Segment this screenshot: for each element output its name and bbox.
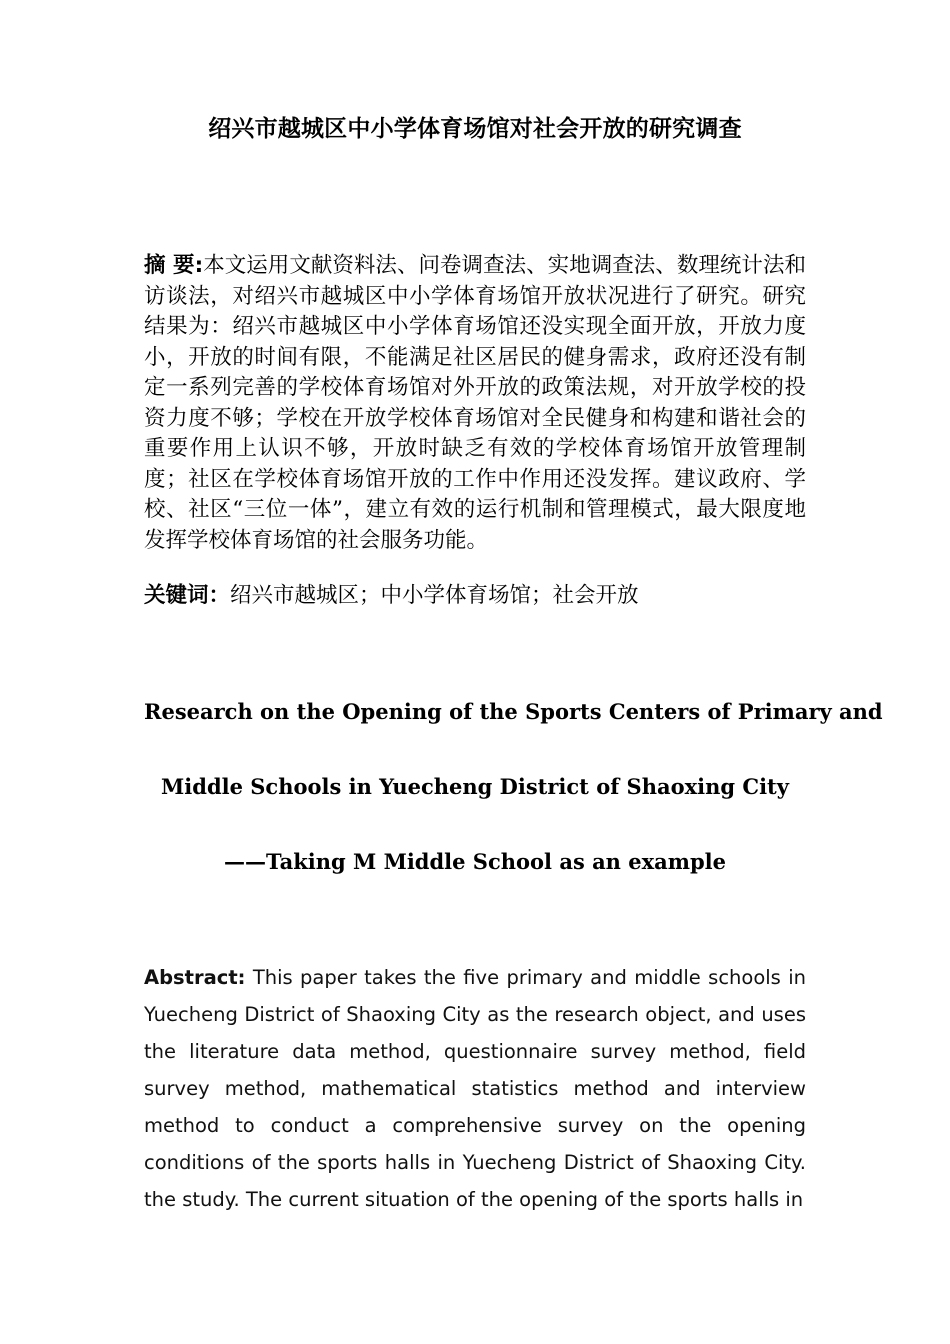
- english-title-line-1: Research on the Opening of the Sports Centers of Primary and: [144, 698, 883, 724]
- chinese-title: 绍兴市越城区中小学体育场馆对社会开放的研究调查: [208, 116, 742, 142]
- english-title-line-3: ——Taking M Middle School as an example: [224, 848, 726, 874]
- english-title: [144, 612, 883, 899]
- english-title-line-2: Middle Schools in Yuecheng District of Shaoxing City: [161, 773, 789, 799]
- page-content: [144, 0, 883, 1218]
- english-abstract-label: Abstract:: [144, 965, 246, 989]
- chinese-abstract: [144, 145, 806, 556]
- chinese-abstract-label: 摘 要:: [144, 253, 204, 278]
- english-abstract-body: This paper takes the five primary and middle schools in Yuecheng District of Shaoxing City as the research object, and uses the literature data method, questionnaire survey method, field survey method, mathematical statistics method and interview method to conduct a comprehensive survey on the opening conditions of the sports halls in Yuecheng District of Shaoxing City. the study. The current situation of the opening of the sports halls in: [144, 965, 806, 1211]
- chinese-keywords-label: 关键词：: [144, 583, 231, 608]
- english-abstract: [144, 899, 806, 1218]
- chinese-abstract-body: 本文运用文献资料法、问卷调查法、实地调查法、数理统计法和访谈法，对绍兴市越城区中小学体育场馆开放状况进行了研究。研究结果为：绍兴市越城区中小学体育场馆还没实现全面开放，开放力度小，开放的时间有限，不能满足社区居民的健身需求，政府还没有制定一系列完善的学校体育场馆对外开放的政策法规，对开放学校的投资力度不够；学校在开放学校体育场馆对全民健身和构建和谐社会的重要作用上认识不够，开放时缺乏有效的学校体育场馆开放管理制度；社区在学校体育场馆开放的工作中作用还没发挥。建议政府、学校、社区“三位一体”，建立有效的运行机制和管理模式，最大限度地发挥学校体育场馆的社会服务功能。: [144, 253, 806, 553]
- chinese-keywords-body: 绍兴市越城区；中小学体育场馆；社会开放: [230, 583, 639, 608]
- chinese-keywords: [144, 556, 806, 612]
